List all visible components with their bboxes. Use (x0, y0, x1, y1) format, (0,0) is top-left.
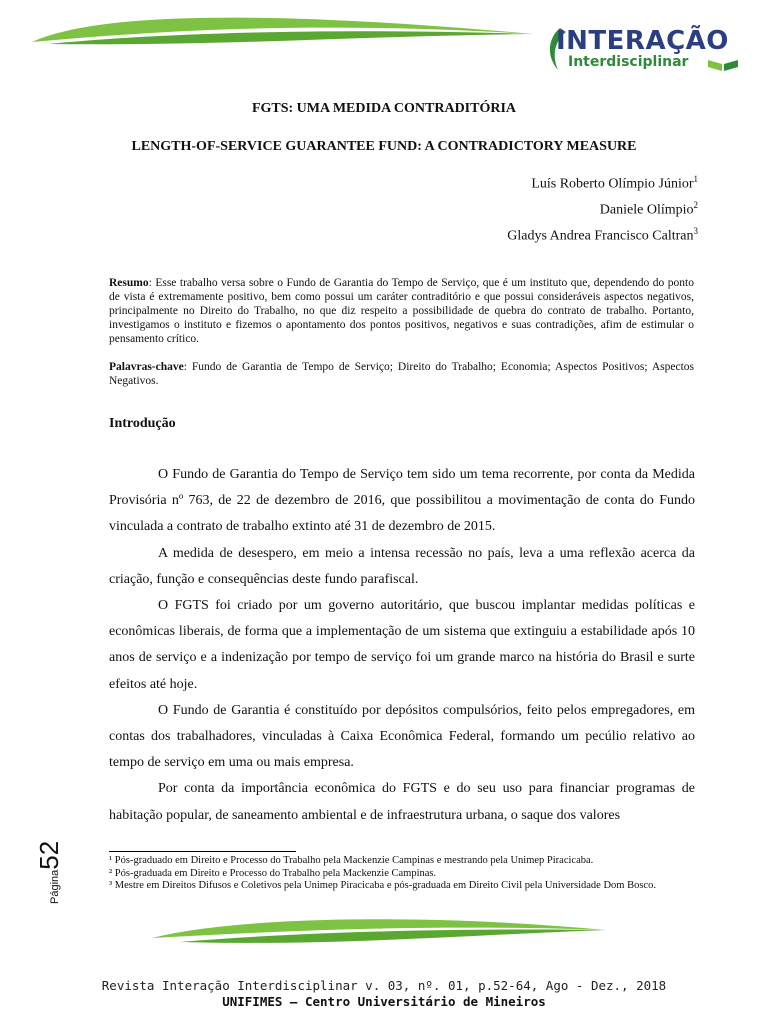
header-swoosh (28, 14, 540, 66)
footnotes (109, 855, 695, 893)
footnote-3: ³ Mestre em Direitos Difusos e Coletivos pela Unimep Piracicaba e pós-graduada em Direito Civil pela Universidade Dom Bosco. (109, 880, 656, 891)
author-2 (600, 200, 698, 219)
author-name: Daniele Olímpio (599, 202, 694, 218)
keywords-label: Palavras-chave (109, 361, 184, 373)
page-number (28, 822, 68, 912)
footnote-divider (109, 851, 296, 852)
footnote-ref[interactable]: 1 (693, 174, 698, 184)
logo-title: INTERAÇÃO (556, 26, 729, 56)
abstract (109, 276, 694, 346)
paragraph: O Fundo de Garantia é constituído por depósitos compulsórios, feito pelos empregadores, em contas dos trabalhadores, vinculadas à Caixa Econômica Federal, formando um pecúlio relativo ao tempo de serviço em uma ou mais empresa. (109, 702, 695, 771)
page-word: Página (49, 869, 61, 904)
section-heading-introduction: Introdução (109, 416, 176, 431)
journal-logo (546, 26, 746, 78)
paragraph: A medida de desespero, em meio a intensa recessão no país, leva a uma reflexão acerca da criação, função e consequências deste fundo parafiscal. (109, 545, 695, 587)
page-num: 52 (34, 840, 64, 870)
keywords-text: : Fundo de Garantia de Tempo de Serviço; Direito do Trabalho; Economia; Aspectos Positivos; Aspectos Negativos. (109, 361, 694, 387)
footer-journal-citation: Revista Interação Interdisciplinar v. 03, nº. 01, p.52-64, Ago - Dez., 2018 (101, 978, 667, 993)
paragraph: Por conta da importância econômica do FGTS e do seu uso para financiar programas de habitação popular, de saneamento ambiental e de infraestrutura urbana, o saque dos valores (109, 781, 695, 823)
open-book-icon (706, 56, 740, 72)
author-name: Luís Roberto Olímpio Júnior (531, 176, 694, 192)
footer-swoosh (150, 914, 610, 960)
paper-subtitle: LENGTH-OF-SERVICE GUARANTEE FUND: A CONTRADICTORY MEASURE (131, 139, 637, 154)
keywords (109, 360, 694, 388)
paragraph: O FGTS foi criado por um governo autoritário, que buscou implantar medidas políticas e econômicas liberais, de forma que a implementação de um sistema que extinguiu a estabilidade após 10 anos de serviço e a indenização por tempo de serviço foi um grande marco na história do Brasil e surte efeitos até hoje. (109, 598, 695, 692)
footer-institution: UNIFIMES – Centro Universitário de Mineiros (222, 994, 546, 1009)
logo-subtitle: Interdisciplinar (568, 54, 689, 70)
footnote-ref[interactable]: 2 (693, 200, 698, 210)
paragraph: O Fundo de Garantia do Tempo de Serviço tem sido um tema recorrente, por conta da Medida Provisória nº 763, de 22 de dezembro de 2016, que possibilitou a movimentação de conta do Fundo vinculada a contrato de trabalho extinto até 31 de dezembro de 2015. (109, 467, 695, 535)
footnote-ref[interactable]: 3 (693, 226, 698, 236)
author-1 (531, 174, 698, 193)
abstract-text: : Esse trabalho versa sobre o Fundo de Garantia do Tempo de Serviço, que é um instituto que, dependendo do ponto de vista é extremamente positivo, bem como possui um caráter contraditório e que possui consideráveis aspectos negativos, principalmente no Direito do Trabalho, no que diz respeito a possibilidade de quebra do contrato de trabalho. Portanto, investigamos o instituto e fizemos o apontamento dos pontos positivos, negativos e suas contradições, afim de estimular o pensamento crítico. (109, 277, 694, 345)
abstract-label: Resumo (109, 277, 149, 289)
body-text (109, 462, 695, 829)
footnote-2: ² Pós-graduada em Direito e Processo do Trabalho pela Mackenzie Campinas. (109, 867, 437, 879)
footnote-1: ¹ Pós-graduado em Direito e Processo do Trabalho pela Mackenzie Campinas e mestrando pela Unimep Piracicaba. (109, 855, 594, 866)
author-3 (507, 226, 698, 245)
author-name: Gladys Andrea Francisco Caltran (507, 228, 694, 244)
paper-title: FGTS: UMA MEDIDA CONTRADITÓRIA (251, 101, 517, 116)
